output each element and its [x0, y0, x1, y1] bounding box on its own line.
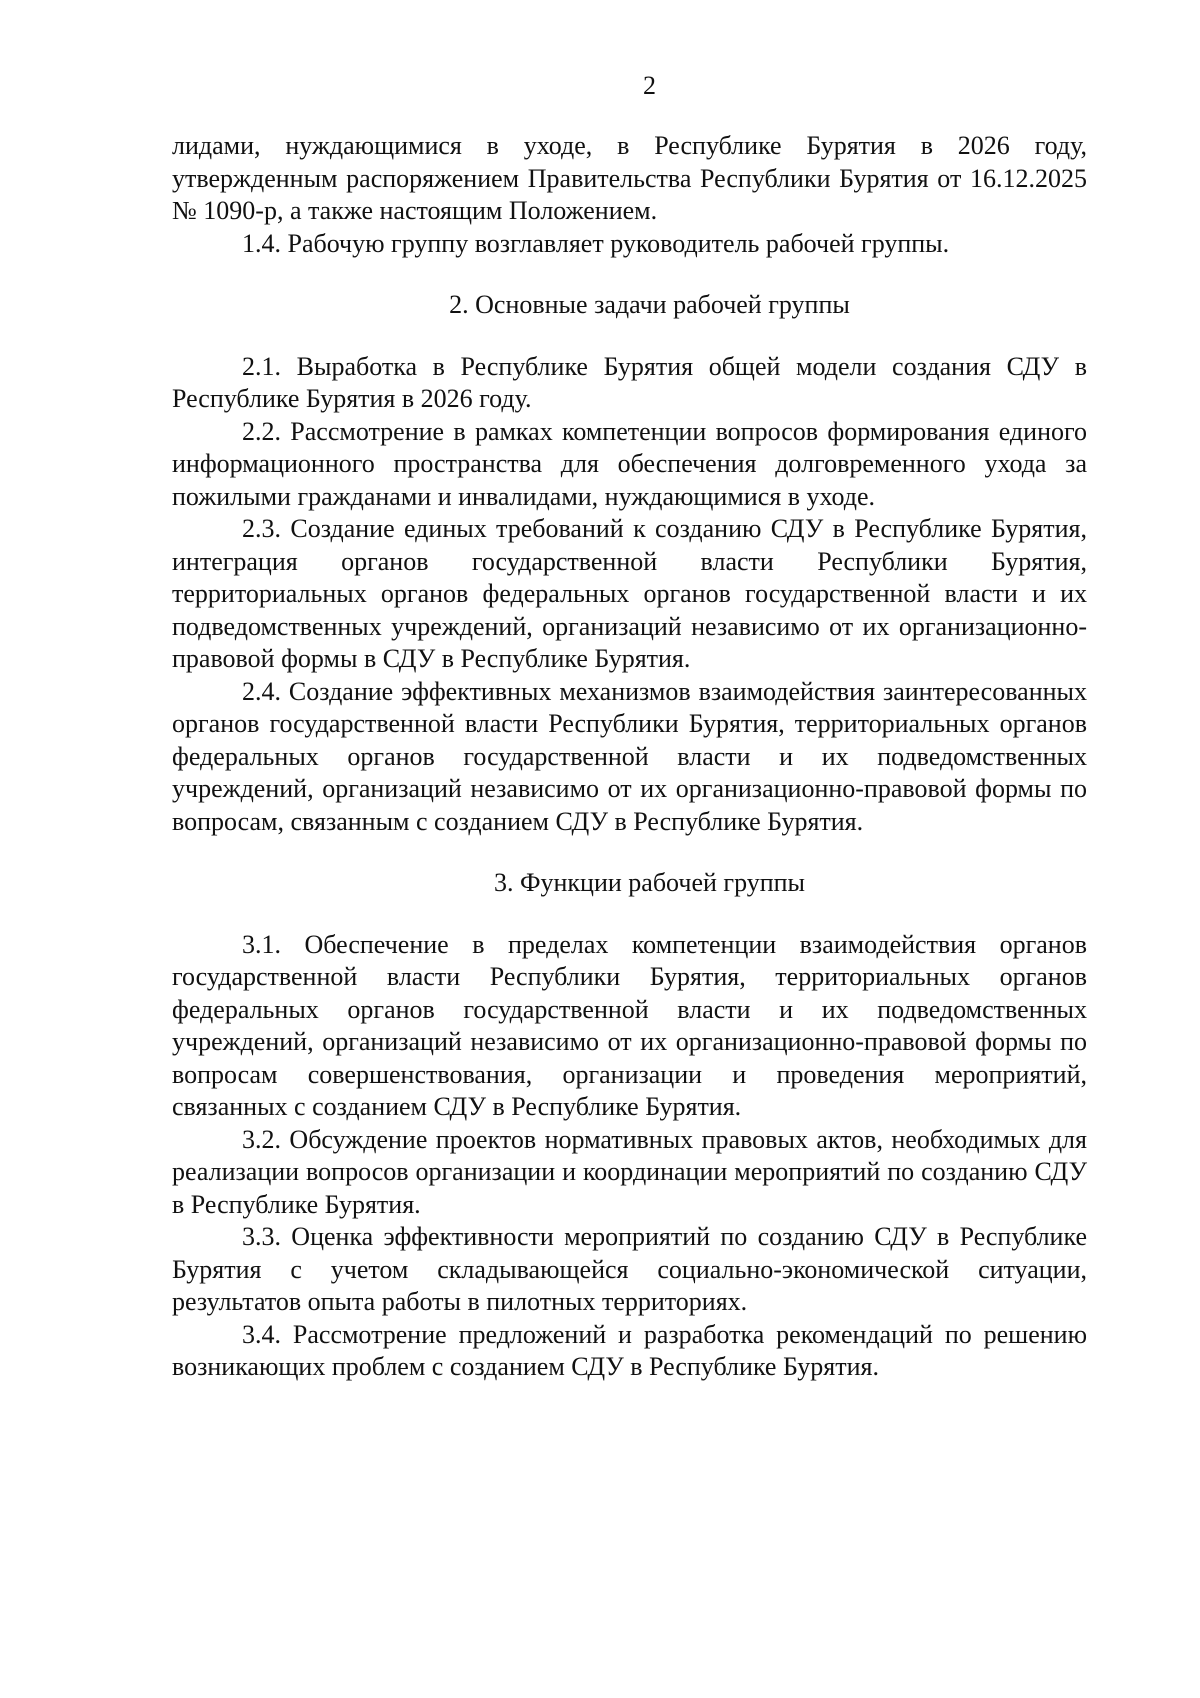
section-2-heading: 2. Основные задачи рабочей группы — [449, 290, 850, 319]
item-3-1-paragraph: 3.1. Обеспечение в пределах компетенции взаимодействия органов государственной власти Республики Бурятия, территориальных органов федеральных органов государственной власти и их подведомственных учреждений, организаций независимо от их организационно-правовой формы по вопросам совершенствования, организации и проведения мероприятий, связанных с созданием СДУ в Республике Бурятия. — [172, 929, 1087, 1121]
item-2-3-paragraph: 2.3. Создание единых требований к созданию СДУ в Республике Бурятия, интеграция органов государственной власти Республики Бурятия, территориальных органов федеральных органов государственной власти и их подведомственных учреждений, организаций независимо от их организационно-правовой формы в СДУ в Республике Бурятия. — [172, 514, 1087, 673]
item-2-2-paragraph: 2.2. Рассмотрение в рамках компетенции вопросов формирования единого информационного пространства для обеспечения долговременного ухода за пожилыми гражданами и инвалидами, нуждающимися в уходе. — [172, 416, 1087, 511]
document-page — [172, 66, 1087, 1384]
item-2-1-paragraph: 2.1. Выработка в Республике Бурятия общей модели создания СДУ в Республике Бурятия в 2026 году. — [172, 351, 1087, 413]
item-2-4-paragraph: 2.4. Создание эффективных механизмов взаимодействия заинтересованных органов государственной власти Республики Бурятия, территориальных органов федеральных органов государственной власти и их подведомственных учреждений, организаций независимо от их организационно-правовой формы по вопросам, связанным с созданием СДУ в Республике Бурятия. — [172, 676, 1087, 836]
section-3-heading: 3. Функции рабочей группы — [493, 868, 806, 897]
intro-continuation-paragraph: лидами, нуждающимися в уходе, в Республике Бурятия в 2026 году, утвержденным распоряжением Правительства Республики Бурятия от 16.12.2025 № 1090-р, а также настоящим Положением. — [172, 131, 1087, 225]
item-3-3-paragraph: 3.3. Оценка эффективности мероприятий по созданию СДУ в Республике Бурятия с учетом складывающейся социально-экономической ситуации, результатов опыта работы в пилотных территориях. — [172, 1222, 1087, 1316]
item-1-4-paragraph: 1.4. Рабочую группу возглавляет руководитель рабочей группы. — [242, 228, 950, 258]
item-3-4-paragraph: 3.4. Рассмотрение предложений и разработка рекомендаций по решению возникающих проблем с созданием СДУ в Республике Бурятия. — [172, 1319, 1087, 1381]
item-3-2-paragraph: 3.2. Обсуждение проектов нормативных правовых актов, необходимых для реализации вопросов организации и координации мероприятий по созданию СДУ в Республике Бурятия. — [172, 1124, 1087, 1219]
page-number: 2 — [643, 71, 656, 100]
